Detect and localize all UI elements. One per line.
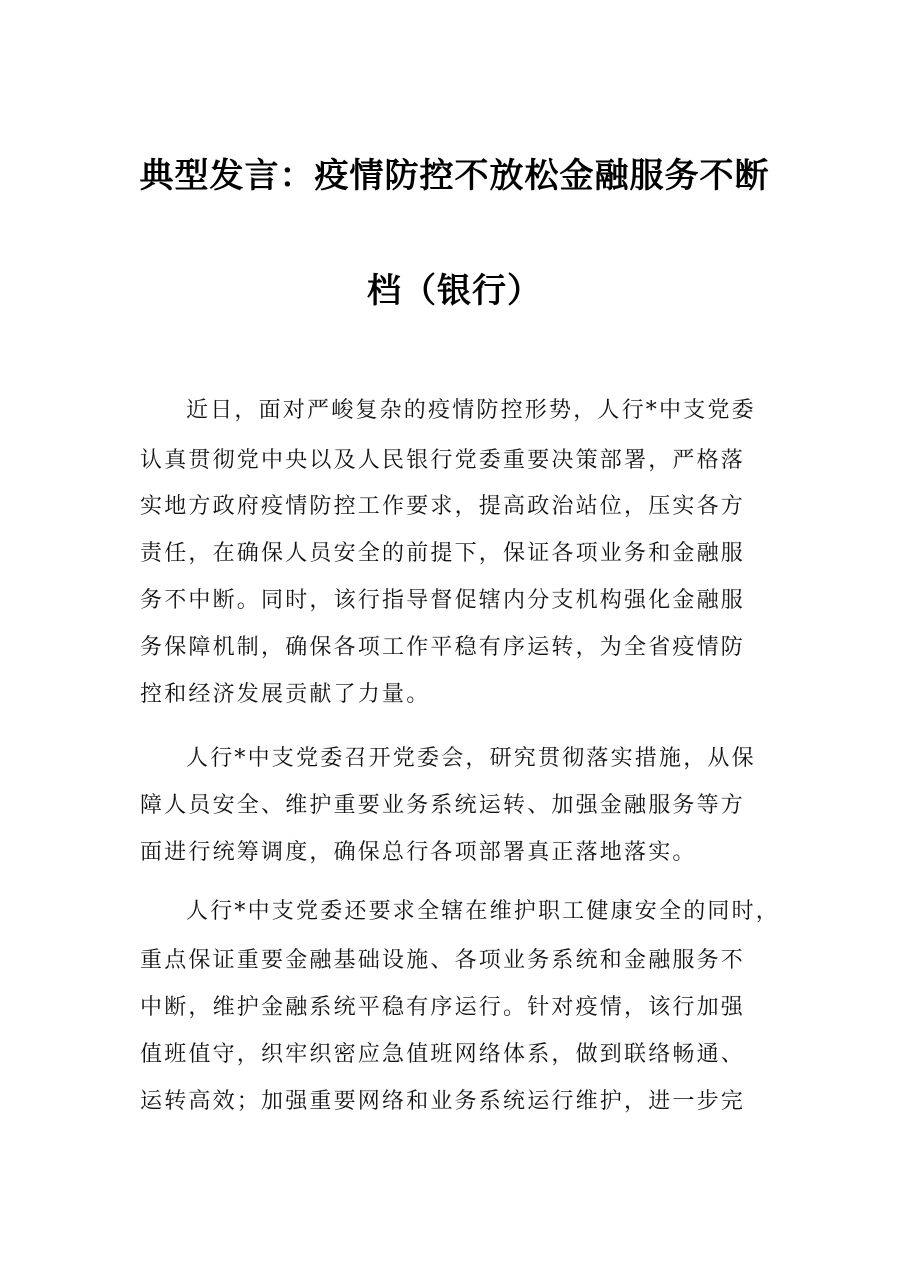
paragraph-2-line-2: 障人员安全、维护重要业务系统运转、加强金融服务等方 xyxy=(140,793,746,818)
paragraph-2-line-1: 人行*中支党委召开党委会，研究贯彻落实措施，从保 xyxy=(186,746,756,771)
paragraph-1-line-6: 务保障机制，确保各项工作平稳有序运转，为全省疫情防 xyxy=(140,635,746,660)
document-title-line-2: 档（银行） xyxy=(367,271,542,311)
paragraph-3-line-3: 中断，维护金融系统平稳有序运行。针对疫情，该行加强 xyxy=(140,995,746,1020)
paragraph-1-line-2: 认真贯彻党中央以及人民银行党委重要决策部署，严格落 xyxy=(140,448,746,473)
paragraph-1-line-1: 近日，面对严峻复杂的疫情防控形势，人行*中支党委 xyxy=(186,398,756,423)
paragraph-2-line-3: 面进行统筹调度，确保总行各项部署真正落地落实。 xyxy=(140,840,697,865)
paragraph-3-line-1: 人行*中支党委还要求全辖在维护职工健康安全的同时， xyxy=(186,899,781,924)
paragraph-3-line-4: 值班值守，织牢织密应急值班网络体系，做到联络畅通、 xyxy=(140,1042,746,1067)
paragraph-1-line-7: 控和经济发展贡献了力量。 xyxy=(140,682,431,707)
paragraph-1-line-5: 务不中断。同时，该行指导督促辖内分支机构强化金融服 xyxy=(140,588,746,613)
paragraph-3-line-5: 运转高效；加强重要网络和业务系统运行维护，进一步完 xyxy=(140,1089,746,1114)
paragraph-3-line-2: 重点保证重要金融基础设施、各项业务系统和金融服务不 xyxy=(140,948,746,973)
document-title-line-1: 典型发言：疫情防控不放松金融服务不断 xyxy=(139,156,770,196)
paragraph-1-line-4: 责任，在确保人员安全的前提下，保证各项业务和金融服 xyxy=(140,541,746,566)
paragraph-1-line-3: 实地方政府疫情防控工作要求，提高政治站位，压实各方 xyxy=(140,494,746,519)
